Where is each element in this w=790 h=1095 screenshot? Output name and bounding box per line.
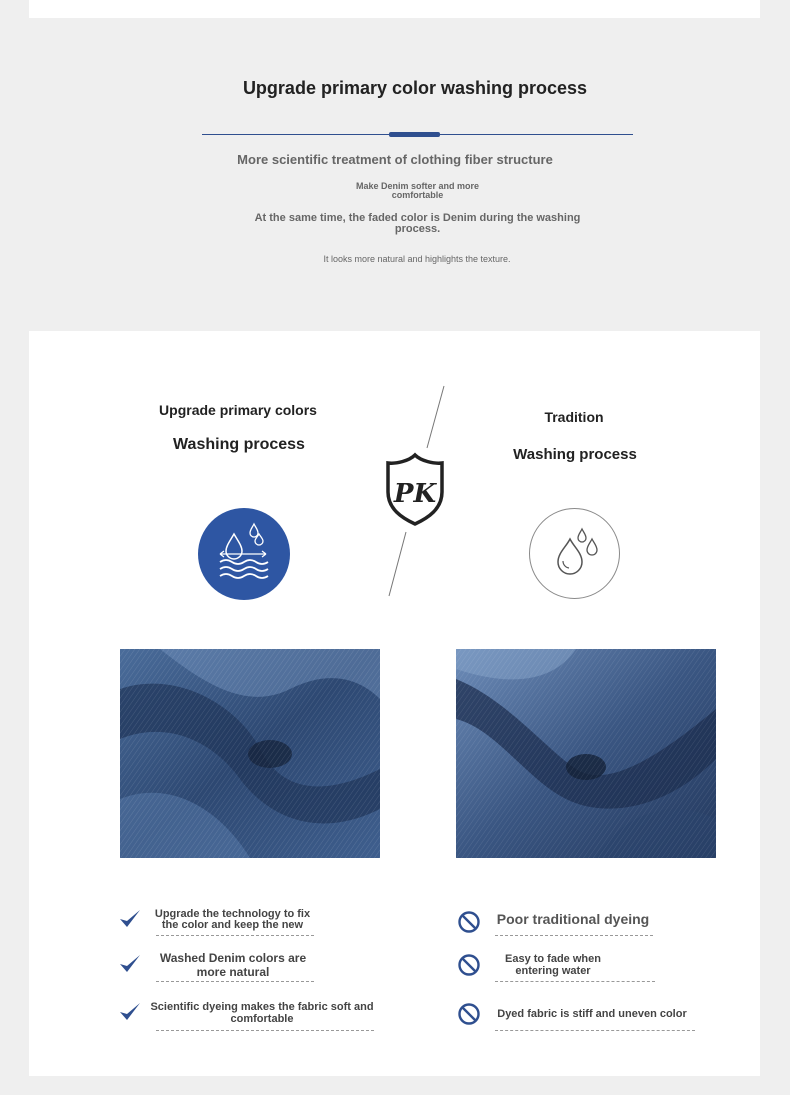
- pk-label: PK: [393, 479, 437, 509]
- divider: [495, 1030, 695, 1031]
- divider: [156, 935, 314, 936]
- intro-line-1: More scientific treatment of clothing fiber structure: [237, 152, 553, 167]
- prohibited-icon: [457, 1002, 481, 1026]
- feature-right-1: Poor traditional dyeing: [496, 911, 650, 927]
- prohibited-icon: [457, 910, 481, 934]
- traditional-denim-fabric-image: [456, 649, 716, 858]
- pk-badge: [382, 382, 452, 602]
- upgraded-denim-fabric-image: [120, 649, 380, 858]
- divider: [156, 1030, 374, 1031]
- title-rule-accent: [389, 132, 440, 137]
- intro-line-4: It looks more natural and highlights the texture.: [323, 254, 511, 264]
- water-drops-icon: [529, 508, 620, 599]
- intro-line-2: Make Denim softer and more comfortable: [355, 181, 480, 200]
- feature-left-1: Upgrade the technology to fix the color and keep the new: [154, 908, 311, 931]
- section-title: Upgrade primary color washing process: [242, 78, 588, 98]
- feature-left-3: Scientific dyeing makes the fabric soft and comfortable: [150, 1001, 374, 1025]
- top-card: [29, 0, 760, 18]
- left-heading-1: Upgrade primary colors: [159, 402, 317, 418]
- check-icon: [118, 953, 142, 975]
- right-heading-1: Tradition: [544, 409, 604, 425]
- divider: [495, 981, 655, 982]
- feature-left-2: Washed Denim colors are more natural: [159, 951, 307, 979]
- divider: [156, 981, 314, 982]
- feature-right-2: Easy to fade when entering water: [505, 953, 601, 977]
- check-icon: [118, 1001, 142, 1023]
- water-wave-drops-icon: [198, 508, 290, 600]
- feature-right-3: Dyed fabric is stiff and uneven color: [497, 1008, 687, 1020]
- right-heading-2: Washing process: [513, 446, 637, 463]
- prohibited-icon: [457, 953, 481, 977]
- divider: [495, 935, 653, 936]
- intro-line-3: At the same time, the faded color is Denim during the washing process.: [254, 212, 581, 235]
- left-heading-2: Washing process: [173, 436, 305, 453]
- check-icon: [118, 908, 142, 930]
